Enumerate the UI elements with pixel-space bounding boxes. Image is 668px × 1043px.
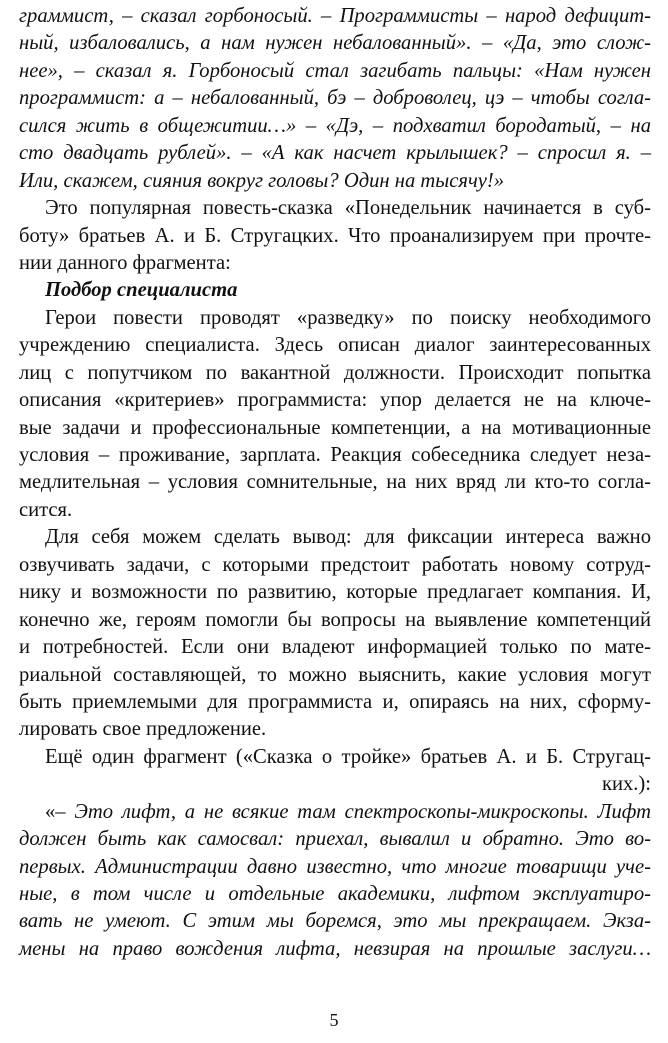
- text-line: описания «критериев» программиста: упор делается не на ключе-: [19, 389, 651, 412]
- analysis-paragraph-1: [19, 305, 651, 525]
- text-line: лировать свое предложение.: [19, 718, 267, 741]
- text-line: условия – проживание, зарплата. Реакция собеседника следует неза-: [19, 444, 651, 466]
- text-line: нее», – сказал я. Горбоносый стал загибать пальцы: «Нам нужен: [19, 59, 651, 82]
- quote-paragraph-1: [19, 3, 651, 195]
- text-line: сто двадцать рублей». – «А как насчет крылышек? – спросил я. –: [19, 142, 651, 165]
- text-line: граммист, – сказал горбоносый. – Программисты – народ дефицит-: [19, 5, 651, 27]
- page-body: [19, 3, 651, 963]
- text-line: первых. Администрации давно известно, что многие товарищи уче-: [19, 855, 651, 878]
- text-line: вые задачи и профессиональные компетенции, а на мотивационные: [19, 416, 651, 439]
- text-line: медлительная – условия сомнительные, на них вряд ли кто-то согла-: [19, 471, 651, 494]
- open-quote: «: [45, 800, 56, 823]
- quote-paragraph-2: [19, 799, 651, 964]
- text-line: риальной составляющей, то можно выяснить, какие условия могут: [19, 663, 651, 686]
- text-line: ких.):: [601, 773, 651, 796]
- text-line: ные, в том числе и отдельные академики, лифтом эксплуатиро-: [19, 883, 651, 905]
- text-line: программист: а – небалованный, бэ – доброволец, цэ – чтобы согла-: [19, 87, 651, 110]
- text-line: и потребностей. Если они владеют информацией только по мате-: [19, 636, 651, 659]
- analysis-paragraph-2: [19, 524, 651, 744]
- quote-text: – Это лифт, а не всякие там спектроскопы-микроскопы. Лифт: [55, 800, 651, 823]
- text-line: сится.: [19, 498, 73, 521]
- text-line: нику и возможности по развитию, которые предлагает компания. И,: [19, 581, 651, 604]
- text-line: лиц с попутчиком по вакантной должности. Происходит попытка: [19, 361, 651, 384]
- text-line: должен быть как самосвал: приехал, вывалил и обратно. Это во-: [19, 828, 651, 851]
- text-line: [19, 799, 651, 826]
- text-line: мены на право вождения лифта, невзирая на прошлые заслуги…: [19, 937, 651, 960]
- text-line: Это популярная повесть-сказка «Понедельник начинается в суб-: [45, 197, 651, 220]
- section-heading: [19, 277, 651, 304]
- text-line: Герои повести проводят «разведку» по поиску необходимого: [45, 306, 651, 329]
- text-line: учреждению специалиста. Здесь описан диалог заинтересованных: [19, 334, 651, 357]
- text-line: нии данного фрагмента:: [19, 251, 231, 274]
- heading-text: Подбор специалиста: [45, 279, 238, 302]
- text-line: Ещё один фрагмент («Сказка о тройке» братьев А. и Б. Стругац-: [45, 745, 651, 768]
- text-line: Для себя можем сделать вывод: для фиксации интереса важно: [45, 526, 651, 549]
- text-line: вать не умеют. С этим мы боремся, это мы прекращаем. Экза-: [19, 910, 651, 933]
- text-line: сился жить в общежитии…» – «Дэ, – подхватил бородатый, – на: [19, 114, 651, 137]
- text-line: быть приемлемыми для программиста и, опираясь на них, сформу-: [19, 690, 651, 713]
- text-line: конечно же, героям помогли бы вопросы на выявление компетенций: [19, 608, 651, 631]
- text-line: озвучивать задачи, с которыми предстоит работать новому сотруд-: [19, 553, 651, 576]
- text-line: Или, скажем, сияния вокруг головы? Один на тысячу!»: [19, 169, 505, 192]
- intro-paragraph: [19, 195, 651, 277]
- page-number: 5: [329, 1010, 339, 1030]
- next-fragment-paragraph: [19, 744, 651, 799]
- text-line: ный, избаловались, а нам нужен небалованный». – «Да, это слож-: [19, 32, 651, 55]
- text-line: боту» братьев А. и Б. Стругацких. Что проанализируем при прочте-: [19, 224, 651, 247]
